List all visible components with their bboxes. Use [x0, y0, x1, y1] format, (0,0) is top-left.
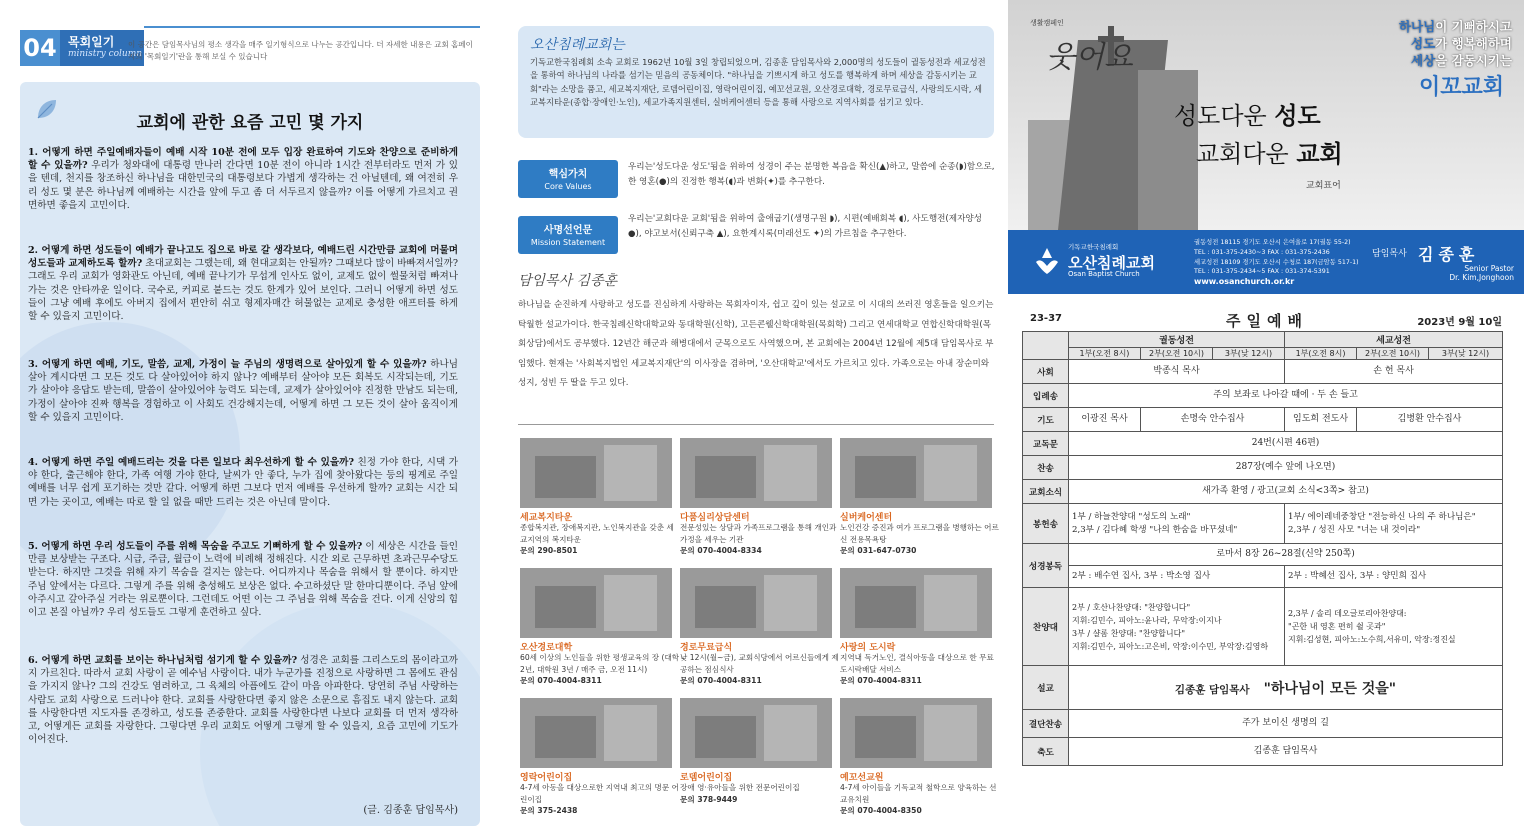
paragraph-5: 5. 어떻게 하면 우리 성도들이 주를 위해 목숨을 주고도 기뻐하게 할 수 있을까? 이 세상은 시간을 들인 만큼 보상받는 구조다. 시급, 주급, 월급이 노력에 비례해 정해진다. 시간 외로 근무하면 초과근무수당도 받는다. 하지만 그것을 위해 자기 목숨을 걸지는 않는다. 어디까지나 목숨을 위해서 할 뿐이다. 하지만 주님 앞에서는 다르다. 그렇게 주를 위해 충성해도 보상은 없다. 수고하셨단 말 한마디뿐이다. 주님 앞에 아주시고 갚아주실 거라는 위로뿐이다. 그런데도 어떤 이는 그 주님을 위해 목숨을 건다. 이게 신앙의 힘이고 본질 아닐까? 우리 성도들도 그렇게 훈련하고 싶다. [28, 541, 459, 619]
section-label: 목회일기 [68, 35, 115, 49]
worship-title: 주일예배 [1226, 312, 1308, 330]
table-row: 찬송 287장(예수 앞에 나오면) [1023, 456, 1503, 480]
divider [518, 424, 994, 425]
ministry-card [840, 698, 997, 815]
ministry-card [520, 568, 680, 685]
table-row: 기도 이광진 목사 손명숙 안수집사 임도희 전도사 김병환 안수집사 [1023, 408, 1503, 432]
ministry-title: 영락어린이집 [520, 773, 573, 783]
issue-number: 23-37 [1030, 313, 1062, 324]
table-row: 봉헌송 1부 / 하늘찬양대 "성도의 노래" 2,3부 / 김다혜 학생 "나의 한숨을 바꾸셨네" 1부/ 에이레네중창단 "전능하신 나의 주 하나님은" 2,3부 / 성진 사모 "너는 내 것이라" [1023, 504, 1503, 544]
ministry-title: 다품심리상담센터 [680, 513, 750, 523]
ministry-desc: 전문성있는 상담과 가족프로그램을 통해 개인과 가정을 세우는 기관 문의 070-4004-8334 [680, 523, 837, 555]
worship-header [1020, 310, 1514, 330]
ministry-photo [840, 568, 992, 638]
bulletin-cover-page [1008, 0, 1524, 839]
ministry-card [680, 438, 837, 555]
ministry-card [520, 698, 679, 815]
ministry-title: 세교복지타운 [520, 513, 573, 523]
service-header-row: 1부(오전 8시) 2부(오전 10시) 3부(낮 12시) 1부(오전 8시) 2부(오전 10시) 3부(낮 12시) [1023, 348, 1503, 360]
table-row: 입례송 주의 보좌로 나아갈 때에 · 두 손 들고 [1023, 384, 1503, 408]
worship-date: 2023년 9월 10일 [1417, 317, 1502, 328]
ministry-desc: 4-7세 아이들을 기독교적 철학으로 양육하는 선교유치원 문의 070-4004-8350 [840, 783, 997, 815]
church-intro-page [500, 0, 1000, 839]
slogan-line-1: 성도다운 성도 [1174, 102, 1321, 130]
building-shape [1138, 70, 1198, 230]
table-row: 사회 박종식 목사 손 헌 목사 [1023, 360, 1503, 384]
ministry-title: 사랑의 도시락 [840, 643, 896, 653]
ministry-card [840, 568, 994, 685]
column-title: 교회에 관한 요즘 고민 몇 가지 [136, 113, 364, 133]
ministry-title: 실버케어센터 [840, 513, 893, 523]
church-name: 오산침례교회 [1068, 254, 1155, 272]
ministry-desc: 장애 영·유아들을 위한 전문어린이집 문의 378-9449 [680, 783, 800, 804]
ministry-card [840, 438, 999, 555]
column-signature: (글. 김종훈 담임목사) [363, 805, 458, 816]
slogan-line-2: 교회다운 교회 [1196, 140, 1343, 168]
church-name-en: Osan Baptist Church [1068, 270, 1140, 278]
core-values-label-en: Core Values [544, 182, 592, 191]
ministry-card [520, 438, 674, 555]
ministry-title: 오산경로대학 [520, 643, 573, 653]
pastor-name: 김종훈 [1418, 245, 1480, 264]
ministry-card [680, 698, 832, 804]
ministry-photo [840, 438, 992, 508]
table-row: 교회소식 새가족 환영 / 광고(교회 소식<3쪽> 참고) [1023, 480, 1503, 504]
table-row: 찬양대 2부 / 호산나찬양대: "찬양합니다" 지휘:김민수, 피아노:윤나라, 무악장:이지나 3부 / 샬롬 찬양대: "찬양합니다" 지휘:김민수, 피아노:고은비, 악장:이수민, 부악장:김영하 2,3부 / 솔리 데오글로리아찬양대: "곤한 내 영혼 편히 쉴 곳과" 지휘:김성현, 피아노:노수희,서유미, 악장:정진실 [1023, 588, 1503, 666]
table-row: 설교 김종훈 담임목사 "하나님이 모든 것을" [1023, 666, 1503, 710]
church-url[interactable]: www.osanchurch.or.kr [1194, 277, 1295, 287]
ministry-card [680, 568, 839, 685]
ministry-desc: 60세 이상의 노인들을 위한 평생교육의 장 (대학 2년, 대학원 3년 / 매주 금, 오전 11시) 문의 070-4004-8311 [520, 653, 680, 685]
ministry-desc: 낮 12시(월~금), 교회식당에서 어르신들에게 제공하는 점심식사 문의 070-4004-8311 [680, 653, 839, 685]
table-row: 교독문 24번(시편 46편) [1023, 432, 1503, 456]
slogan-caption: 교회표어 [1306, 181, 1341, 191]
pastor-role: 담임목사 [1372, 249, 1407, 259]
paragraph-1: 1. 어떻게 하면 주일예배자들이 예배 시작 10분 전에 모두 입장 완료하여 기도와 찬양으로 준비하게 할 수 있을까? 우리가 청와대에 대통령 만나러 간다면 10분 전이 아니라 1시간 전부터라도 먼저 가 있을 텐데, 천지를 창조하신 하나님을 대한민국의 대통령보다 가볍게 생각하는 건 아닐텐데, 왜 여전히 우리 성도 몇 분은 하나님께 예배하는 시간을 앞에 두고 좀 더 서두르지 않을까? 이를 어떻게 가르치고 권면하면 좋을지 고민이다. [28, 147, 458, 211]
section-label-en: ministry column [68, 49, 143, 59]
mission-text: 우리는'교회다운 교회'됨을 위하여 출애굽기(생명구원 ◗), 시편(예배회복 ◖), 사도행전(제자양성 ●), 야고보서(신뢰구축 ▲), 요한계시록(미래선도 ✦)의 가르침을 추구한다. [628, 214, 982, 239]
campus-header-row [1023, 332, 1503, 348]
ministry-desc: 4-7세 아동을 대상으로한 지역내 최고의 명문 어린이집 문의 375-2438 [520, 783, 679, 815]
campaign-label: 생활캠페인 [1030, 19, 1064, 27]
pastor-heading: 담임목사 김종훈 [518, 273, 618, 289]
paragraph-3: 3. 어떻게 하면 예배, 기도, 말씀, 교제, 가정이 늘 주님의 생명력으로 살아있게 할 수 있을까? 하나님 살아 계시다면 그 모든 것도 다 살아있어야 하지 않나? 예배부터 살아야 모든 회복도 시작되는데, 기도가 살아야 응답도 받는데, 말씀이 살아있어야 능력도 되는데, 교제가 살아있어야 진정한 만남도 되는데, 가정이 살아야 진짜 행복을 경험하고 이 사회도 건강해지는데, 어떻게 하면 그 모든 것이 살아 움직이게 할 수 있을지 고민이다. [28, 359, 458, 423]
church-motto: 하나님이 기뻐하시고 성도가 행복해하며 세상을 감동시키는 [1398, 19, 1512, 68]
campus-1: 궐동성전 [1069, 332, 1285, 348]
table-row: 축도 김종훈 담임목사 [1023, 738, 1503, 766]
ministry-photo [680, 568, 832, 638]
section-number: 04 [20, 30, 60, 66]
ministry-desc: 노인건강 증진과 여가 프로그램을 병행하는 어르신 전용목욕탕 문의 031-647-0730 [840, 523, 999, 555]
ministry-column-page [0, 0, 500, 839]
motto-logo: 이꼬교회 [1418, 74, 1504, 100]
header-rule [144, 26, 480, 28]
church-intro-box [518, 26, 994, 138]
column-panel [20, 82, 480, 826]
mission-badge [518, 216, 618, 254]
intro-title: 오산침례교회는 [530, 37, 625, 53]
ministry-title: 경로무료급식 [680, 643, 733, 653]
intro-text: 기독교한국침례회 소속 교회로 1962년 10월 3일 창립되었으며, 김종훈 담임목사와 2,000명의 성도들이 궐동성전과 세교성전을 통하여 하나님의 나라를 섬기는 믿음의 공동체이다. "하나님을 기쁘시게 하고 성도를 행복하게 하며 세상을 감동시키는 교회"라는 소망을 품고, 세교복지재단, 로뎀어린이집, 영락어린이집, 예꼬선교원, 오산경로대학, 경로무료급식, 사랑의도시락, 세교복지타운(종합·장애인·노인), 세교가족지원센터, 실버케어센터 등을 통해 사랑으로 지역사회를 섬기고 있다. [530, 57, 986, 108]
section-header [20, 26, 480, 70]
ministry-photo [520, 438, 672, 508]
church-info-band [1008, 230, 1524, 294]
ministry-desc: 지역내 독거노인, 결식아동을 대상으로 한 무료 도시락배달 서비스 문의 070-4004-8311 [840, 653, 994, 685]
core-values-badge [518, 160, 618, 198]
church-address: 궐동성전 18115 경기도 오산시 은여울로 17(궐동 55-2) TEL : 031-375-2430~3 FAX : 031-375-2436 세교성전 18109 경기도 오산시 수청로 187(금암동 517-1) TEL : 031-375-2434~5 FAX : 031-374-5391 www.osanchurch.or.kr [1194, 238, 1364, 287]
pastor-name-en: Senior Pastor Dr. Kim,Jonghoon [1449, 264, 1514, 282]
ministry-title: 로뎀어린이집 [680, 773, 733, 783]
ministry-title: 예꼬선교원 [840, 773, 884, 783]
core-values-label: 핵심가치 [548, 169, 588, 180]
ministry-photo [520, 568, 672, 638]
table-row: 결단찬송 주가 보이신 생명의 길 [1023, 710, 1503, 738]
section-description: 이 공간은 담임목사님의 평소 생각을 매주 일기형식으로 나누는 공간입니다. 더 자세한 내용은 교회 홈페이지의 '목회일기'란을 통해 보실 수 있습니다 [128, 40, 473, 61]
ministry-photo [680, 438, 832, 508]
core-values-text: 우리는'성도다운 성도'됨을 위하여 성경이 주는 분명한 복음을 확신(▲)하고, 말씀에 순종(◗)함으로, 한 영혼(●)의 진정한 행복(◖)과 변화(✦)를 추구한다. [628, 162, 995, 187]
denomination: 기독교한국침례회 [1068, 243, 1119, 251]
worship-order-table [1022, 331, 1503, 766]
table-row: 성경봉독 로마서 8장 26~28절(신약 250쪽) [1023, 544, 1503, 566]
campus-2: 세교성전 [1285, 332, 1503, 348]
ministry-photo [840, 698, 992, 768]
mission-label-en: Mission Statement [530, 238, 606, 247]
mission-label: 사명선언문 [543, 225, 593, 236]
paragraph-4: 4. 어떻게 하면 주일 예배드리는 것을 다른 일보다 최우선하게 할 수 있을까? 친정 가야 한다, 시댁 가야 한다, 출근해야 한다, 가족 여행 가야 한다, 날씨가 안 좋다, 누가 집에 찾아왔다는 등의 핑계로 주일예배를 너무 쉽게 포기하는 것만 같다. 어떻게 하면 그보다 먼저 예배를 우선하게 할까? 교회는 시간 되면 가는 곳이고, 예배는 따로 할 일 없을 때만 드리는 것은 아닌데 말이다. [28, 457, 458, 508]
pastor-bio: 하나님을 순진하게 사랑하고 성도를 진심하게 사랑하는 목회자이자, 쉽고 깊이 있는 설교로 이 시대의 쓰러진 영혼들을 일으키는 탁월한 설교가이다. 한국침례신학대학교와 동대학원(신학), 고든콘웰신학대학원(목회학) 그리고 연세대학교 연합신학대학원(목회상담)에서도 공부했다. 12년간 해군과 해병대에서 군목으로도 사역했으며, 본 교회에는 2004년 12월에 제5대 담임목사로 부임했다. 현재는 '사회복지법인 세교복지재단'의 이사장을 겸하며, '오산대학교'에서도 가르치고 있다. 가족으로는 아내 장순미와 성지, 성빈 두 딸을 두고 있다. [518, 300, 994, 389]
campaign-logo: 웃어요 [1046, 40, 1133, 75]
table-row: 2부 : 배수연 집사, 3부 : 박소영 집사 2부 : 박혜선 집사, 3부 : 양민희 집사 [1023, 566, 1503, 588]
paragraph-6: 6. 어떻게 하면 교회를 보이는 하나님처럼 섬기게 할 수 있을까? 성경은 교회를 그리스도의 몸이라고까지 가르친다. 따라서 교회 사랑이 곧 예수님 사랑이다. 내가 누군가를 진정으로 사랑하면 그 몸에도 관심을 가지지 않나? 그의 건강도 염려하고, 그 육체의 아픔에도 같이 마음 아파한다. 당연히 주님 사랑하는 사람도 교회 사랑으로 드러나야 한다. 교회를 사랑한다면 좋지 않은 소문으로 흠집도 내지 않는다. 교회를 사랑한다면 지도자를 존경하고, 성도를 존중한다. 교회를 사랑한다면 나보다 교회를 더 먼저 생각하고, 어떻게든 교회를 자랑한다. 그렇다면 우리 교회도 어떻게 그렇게 할 수 있을지, 요즘 고민에 기도가 이어진다. [28, 655, 459, 746]
ministry-desc: 종합복지관, 장애복지관, 노인복지관을 갖춘 세교지역의 복지타운 문의 290-8501 [520, 523, 674, 555]
church-logo-icon [1030, 244, 1064, 278]
ministry-photo [680, 698, 832, 768]
paragraph-2: 2. 어떻게 하면 성도들이 예배가 끝나고도 집으로 바로 갈 생각보다, 예배드린 시간만큼 교회에 머물며 성도들과 교제하도록 할까? 초대교회는 그랬는데, 왜 현대교회는 안될까? 그때보다 많이 바빠져서일까? 그래도 우리 교회가 영화관도 아닌데, 예배 끝나기가 무섭게 인사도 없이, 교제도 없이 썰물처럼 빠져나가는 것은 안타까운 일이다. 국수로, 커피로 붙드는 것도 한계가 있어 보인다. 그러니 어떻게 하면 성도들이 그냥 예배 후에도 아버지 집에서 편안히 쉬고 형제자매간 허물없는 교제로 충성한 애프터를 하게 할 수 있을지 고민이다. [28, 245, 459, 323]
ministry-photo [520, 698, 672, 768]
